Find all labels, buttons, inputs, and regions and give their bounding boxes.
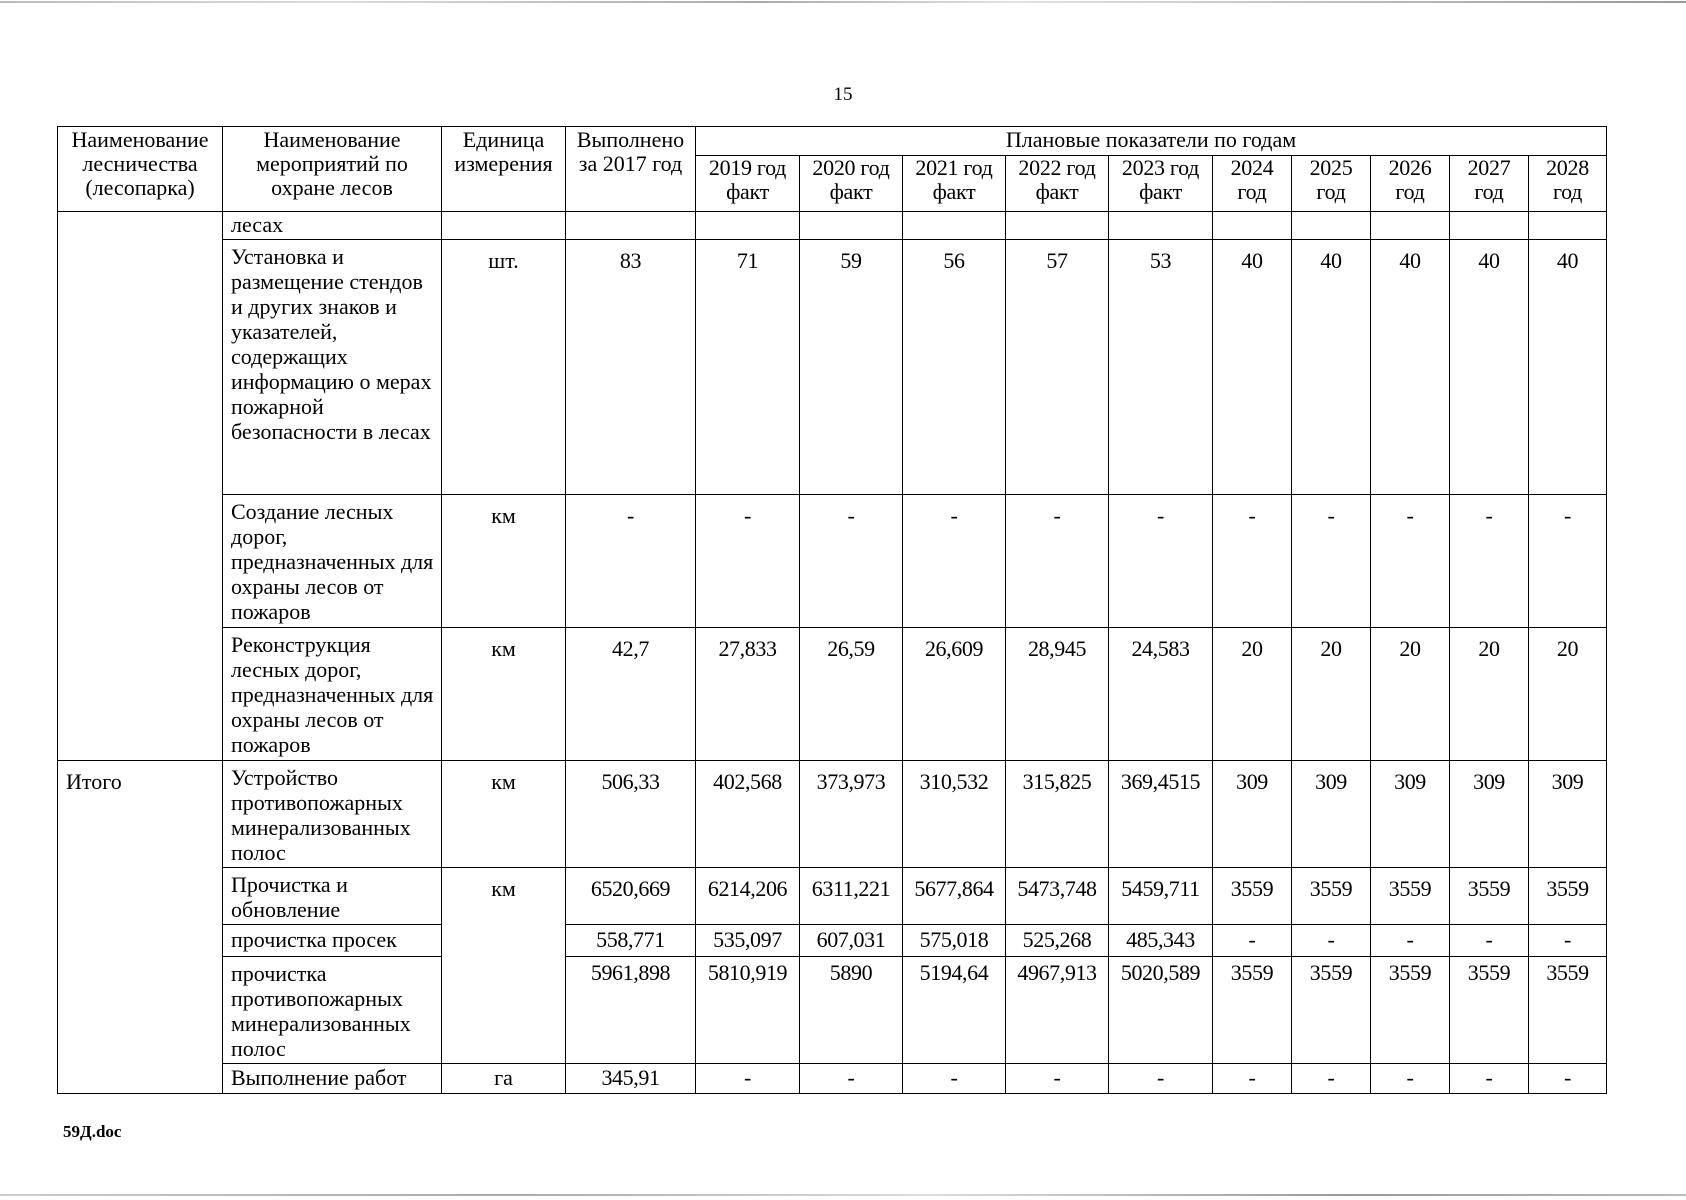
value-cell: 402,568 [696,761,800,868]
value-cell: 4967,913 [1006,957,1109,1064]
value-cell: 3559 [1213,957,1292,1064]
value-cell: 5459,711 [1109,868,1213,925]
value-cell: 26,609 [903,628,1006,761]
value-cell: - [1213,925,1292,957]
event-cell: Реконструкция лесных дорог, предназначенных для охраны лесов от пожаров [223,628,442,761]
header-unit: Единица измерения [442,127,566,212]
value-cell: - [696,495,800,628]
table-row [58,957,1607,1064]
value-cell: 558,771 [566,925,696,957]
value-cell: 40 [1371,240,1450,495]
value-cell: - [1292,495,1371,628]
value-cell: 20 [1213,628,1292,761]
value-cell: 315,825 [1006,761,1109,868]
event-cell: Устройство противопожарных минерализованных полос [223,761,442,868]
value-cell: - [800,1064,903,1094]
table-row [58,868,1607,925]
value-cell: - [1213,495,1292,628]
page-number: 15 [833,84,853,105]
value-cell [1529,212,1607,240]
header-plan-group: Плановые показатели по годам [696,127,1607,156]
value-cell: - [1109,1064,1213,1094]
value-cell: 40 [1450,240,1529,495]
unit-cell: км [442,868,566,1064]
value-cell: 20 [1292,628,1371,761]
value-cell: 3559 [1371,868,1450,925]
unit-cell: шт. [442,240,566,495]
value-cell: 3559 [1450,957,1529,1064]
value-cell: 485,343 [1109,925,1213,957]
value-cell: 3559 [1529,868,1607,925]
value-cell: 5810,919 [696,957,800,1064]
value-cell: - [1292,1064,1371,1094]
event-cell: прочистка противопожарных минерализованных полос [223,957,442,1064]
event-cell: прочистка просек [223,925,442,957]
value-cell: - [1292,925,1371,957]
value-cell: 5020,589 [1109,957,1213,1064]
header-year: 2023 год факт [1109,156,1213,212]
value-cell [1450,212,1529,240]
value-cell [1109,212,1213,240]
value-cell: - [1213,1064,1292,1094]
unit-cell: га [442,1064,566,1094]
value-cell: - [1006,495,1109,628]
value-cell: - [1371,495,1450,628]
value-cell: 5890 [800,957,903,1064]
value-cell: 28,945 [1006,628,1109,761]
value-cell: 309 [1371,761,1450,868]
value-cell: 3559 [1292,957,1371,1064]
header-year: 2019 год факт [696,156,800,212]
table-row [58,925,1607,957]
value-cell: 83 [566,240,696,495]
event-cell: Выполнение работ [223,1064,442,1094]
unit-cell: км [442,761,566,868]
forest-protection-table [57,126,1607,1094]
value-cell [1213,212,1292,240]
value-cell: - [1529,925,1607,957]
value-cell: - [696,1064,800,1094]
value-cell: 575,018 [903,925,1006,957]
table-row [58,628,1607,761]
value-cell: 20 [1450,628,1529,761]
header-year: 2025 год [1292,156,1371,212]
value-cell: 535,097 [696,925,800,957]
value-cell: 309 [1529,761,1607,868]
value-cell: 3559 [1450,868,1529,925]
event-cell: Прочистка и обновление [223,868,442,925]
header-year: 2028 год [1529,156,1607,212]
header-done-2017: Выполнено за 2017 год [566,127,696,212]
value-cell: 506,33 [566,761,696,868]
header-event: Наименование мероприятий по охране лесов [223,127,442,212]
value-cell: - [1371,925,1450,957]
value-cell: 26,59 [800,628,903,761]
value-cell: 3559 [1529,957,1607,1064]
table-row [58,240,1607,495]
header-year: 2024 год [1213,156,1292,212]
value-cell: 373,973 [800,761,903,868]
value-cell [903,212,1006,240]
value-cell: - [1006,1064,1109,1094]
value-cell: 5473,748 [1006,868,1109,925]
event-cell: Установка и размещение стендов и других знаков и указателей, содержащих информацию о мерах пожарной безопасности в лесах [223,240,442,495]
value-cell: 57 [1006,240,1109,495]
value-cell: - [1450,925,1529,957]
value-cell: 56 [903,240,1006,495]
header-year: 2022 год факт [1006,156,1109,212]
event-cell: лесах [223,212,442,240]
scan-edge-bottom [0,1194,1686,1196]
unit-cell: км [442,495,566,628]
value-cell: 607,031 [800,925,903,957]
value-cell: 309 [1450,761,1529,868]
unit-cell: км [442,628,566,761]
value-cell [800,212,903,240]
value-cell: - [1450,495,1529,628]
value-cell: 5194,64 [903,957,1006,1064]
value-cell [1006,212,1109,240]
table-row [58,495,1607,628]
value-cell: 40 [1292,240,1371,495]
unit-cell [442,212,566,240]
value-cell: 40 [1529,240,1607,495]
value-cell: 309 [1213,761,1292,868]
header-forestry: Наименование лесничества (лесопарка) [58,127,223,212]
value-cell: 3559 [1371,957,1450,1064]
value-cell: - [1529,1064,1607,1094]
value-cell: - [1371,1064,1450,1094]
forestry-name-cell [58,212,223,761]
value-cell [1292,212,1371,240]
value-cell: - [1450,1064,1529,1094]
table-row [58,761,1607,868]
header-year: 2027 год [1450,156,1529,212]
value-cell: - [800,495,903,628]
value-cell: - [903,1064,1006,1094]
table-row [58,1064,1607,1094]
value-cell: 27,833 [696,628,800,761]
value-cell: 369,4515 [1109,761,1213,868]
value-cell: 525,268 [1006,925,1109,957]
value-cell: 3559 [1213,868,1292,925]
value-cell: 6311,221 [800,868,903,925]
value-cell: 42,7 [566,628,696,761]
header-year: 2021 год факт [903,156,1006,212]
total-label-cell: Итого [58,761,223,1094]
value-cell: 6520,669 [566,868,696,925]
footer-filename: 59Д.doc [63,1122,122,1141]
value-cell: 345,91 [566,1064,696,1094]
value-cell: 20 [1529,628,1607,761]
value-cell: - [1529,495,1607,628]
scan-edge-top [0,1,1686,3]
value-cell: - [1109,495,1213,628]
value-cell: 71 [696,240,800,495]
value-cell [696,212,800,240]
value-cell: 53 [1109,240,1213,495]
value-cell: 309 [1292,761,1371,868]
value-cell: 5961,898 [566,957,696,1064]
header-year: 2020 год факт [800,156,903,212]
value-cell: 6214,206 [696,868,800,925]
value-cell: 5677,864 [903,868,1006,925]
value-cell: 310,532 [903,761,1006,868]
header-year: 2026 год [1371,156,1450,212]
value-cell [566,212,696,240]
table-row [58,212,1607,240]
event-cell: Создание лесных дорог, предназначенных для охраны лесов от пожаров [223,495,442,628]
value-cell: 24,583 [1109,628,1213,761]
value-cell: 3559 [1292,868,1371,925]
value-cell: - [566,495,696,628]
value-cell [1371,212,1450,240]
value-cell: 20 [1371,628,1450,761]
value-cell: 40 [1213,240,1292,495]
value-cell: 59 [800,240,903,495]
value-cell: - [903,495,1006,628]
